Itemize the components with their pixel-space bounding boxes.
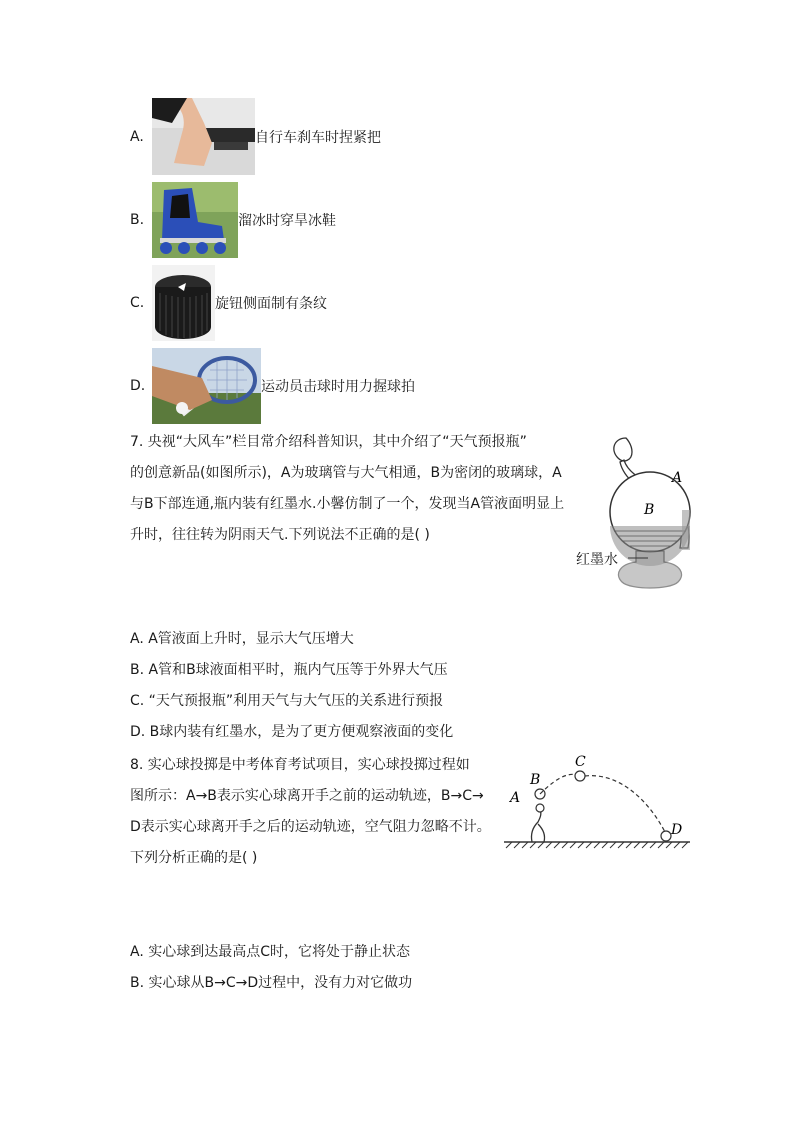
option-text: 自行车刹车时捏紧把 xyxy=(255,129,381,146)
label-red-ink: 红墨水 xyxy=(576,552,618,568)
q8-stem-line: D表示实心球离开手之后的运动轨迹，空气阻力忽略不计。 xyxy=(130,819,491,835)
q6-option-c xyxy=(130,265,327,341)
q7-stem-line: 的创意新品(如图所示)，A为玻璃管与大气相通，B为密闭的玻璃球，A xyxy=(130,465,562,481)
q7-option-b: B. A管和B球液面相平时，瓶内气压等于外界大气压 xyxy=(130,662,448,678)
q6-option-a xyxy=(130,98,381,175)
q8-option-b: B. 实心球从B→C→D过程中，没有力对它做功 xyxy=(130,975,413,991)
q7-option-a: A. A管液面上升时，显示大气压增大 xyxy=(130,631,354,647)
knob-photo xyxy=(152,265,215,341)
roller-skate-photo xyxy=(152,182,238,258)
q7-stem-line: 7. 央视“大风车”栏目常介绍科普知识，其中介绍了“天气预报瓶” xyxy=(130,434,527,450)
option-letter: A. xyxy=(130,128,144,145)
label-a: A xyxy=(510,790,521,806)
q7-option-c: C. “天气预报瓶”利用天气与大气压的关系进行预报 xyxy=(130,693,444,709)
label-b: B xyxy=(530,772,541,788)
option-text: 溜冰时穿旱冰鞋 xyxy=(238,213,336,229)
q8-stem-line: 8. 实心球投掷是中考体育考试项目，实心球投掷过程如 xyxy=(130,757,470,773)
label-d: D xyxy=(671,822,683,838)
q8-stem-line: 图所示：A→B表示实心球离开手之前的运动轨迹，B→C→ xyxy=(130,788,484,804)
option-text: 运动员击球时用力握球拍 xyxy=(261,379,415,395)
q6-option-b xyxy=(130,182,336,258)
q6-option-d xyxy=(130,348,415,424)
option-letter: B. xyxy=(130,212,145,228)
q8-stem-line: 下列分析正确的是( ) xyxy=(130,850,258,866)
option-letter: C. xyxy=(130,295,145,311)
option-letter: D. xyxy=(130,378,146,394)
q7-stem-line: 与B下部连通,瓶内装有红墨水.小馨仿制了一个，发现当A管液面明显上 xyxy=(130,496,565,512)
bike-brake-photo xyxy=(152,98,255,175)
shot-put-trajectory-figure xyxy=(500,752,695,852)
q7-stem xyxy=(130,427,570,551)
label-a: A xyxy=(672,470,683,486)
q7-option-d: D. B球内装有红墨水，是为了更方便观察液面的变化 xyxy=(130,724,454,740)
label-b: B xyxy=(644,502,655,518)
q8-option-a: A. 实心球到达最高点C时，它将处于静止状态 xyxy=(130,944,411,960)
q8-stem xyxy=(130,750,505,874)
tennis-racket-photo xyxy=(152,348,261,424)
option-text: 旋钮侧面制有条纹 xyxy=(215,296,327,312)
weather-bottle-figure xyxy=(570,430,710,595)
label-c: C xyxy=(575,754,586,770)
q7-stem-line: 升时，往往转为阴雨天气.下列说法不正确的是( ) xyxy=(130,527,430,543)
